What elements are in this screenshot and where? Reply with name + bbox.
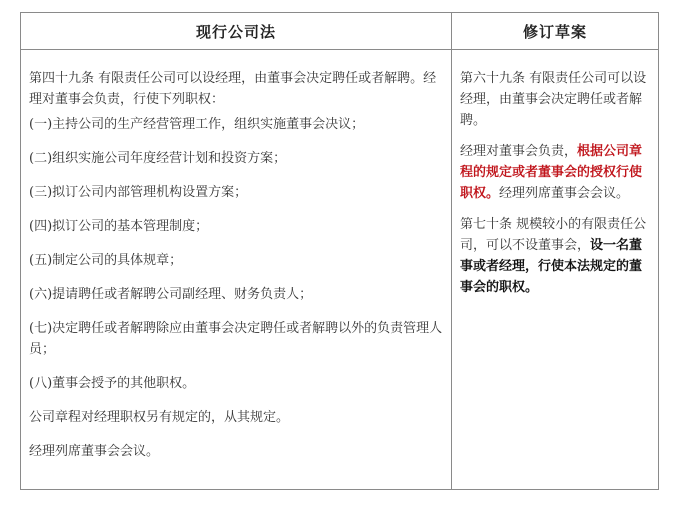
article-49-intro: 第四十九条 有限责任公司可以设经理，由董事会决定聘任或者解聘。经理对董事会负责，行使下列职权： bbox=[29, 71, 437, 107]
current-law-cell bbox=[21, 50, 452, 490]
list-item: (八)董事会授予的其他职权。 bbox=[29, 376, 196, 391]
article-70-plain: 第七十条 规模较小的有限责任公司，可以不设董事会， bbox=[460, 217, 647, 253]
list-item: (四)拟订公司的基本管理制度； bbox=[29, 219, 209, 234]
responsibility-highlight: 根据公司章程的规定或者董事会的授权行使职权。 bbox=[460, 144, 643, 201]
articles-note: 公司章程对经理职权另有规定的，从其规定。 bbox=[29, 410, 290, 425]
list-item: (三)拟订公司内部管理机构设置方案； bbox=[29, 185, 248, 200]
responsibility-tail: 经理列席董事会会议。 bbox=[499, 186, 630, 201]
header-draft: 修订草案 bbox=[452, 13, 659, 50]
header-row bbox=[21, 13, 659, 50]
article-69-text: 第六十九条 有限责任公司可以设经理，由董事会决定聘任或者解聘。 bbox=[460, 71, 647, 128]
header-current-law: 现行公司法 bbox=[21, 13, 452, 50]
article-70-bold: 设一名董事或者经理，行使本法规定的董事会的职权。 bbox=[460, 238, 643, 295]
responsibility-paragraph bbox=[460, 141, 652, 204]
article-70-paragraph bbox=[460, 214, 652, 298]
content-row bbox=[21, 50, 659, 490]
list-item: (七)决定聘任或者解聘除应由董事会决定聘任或者解聘以外的负责管理人员； bbox=[29, 321, 443, 357]
responsibility-plain: 经理对董事会负责， bbox=[460, 144, 578, 159]
attendance-note: 经理列席董事会会议。 bbox=[29, 444, 160, 459]
comparison-table-wrapper bbox=[20, 12, 658, 490]
list-item: (一)主持公司的生产经营管理工作，组织实施董事会决议； bbox=[29, 117, 365, 132]
list-item: (六)提请聘任或者解聘公司副经理、财务负责人； bbox=[29, 287, 313, 302]
list-item: (二)组织实施公司年度经营计划和投资方案； bbox=[29, 151, 287, 166]
comparison-table bbox=[20, 12, 659, 490]
list-item: (五)制定公司的具体规章； bbox=[29, 253, 183, 268]
draft-cell bbox=[452, 50, 659, 490]
